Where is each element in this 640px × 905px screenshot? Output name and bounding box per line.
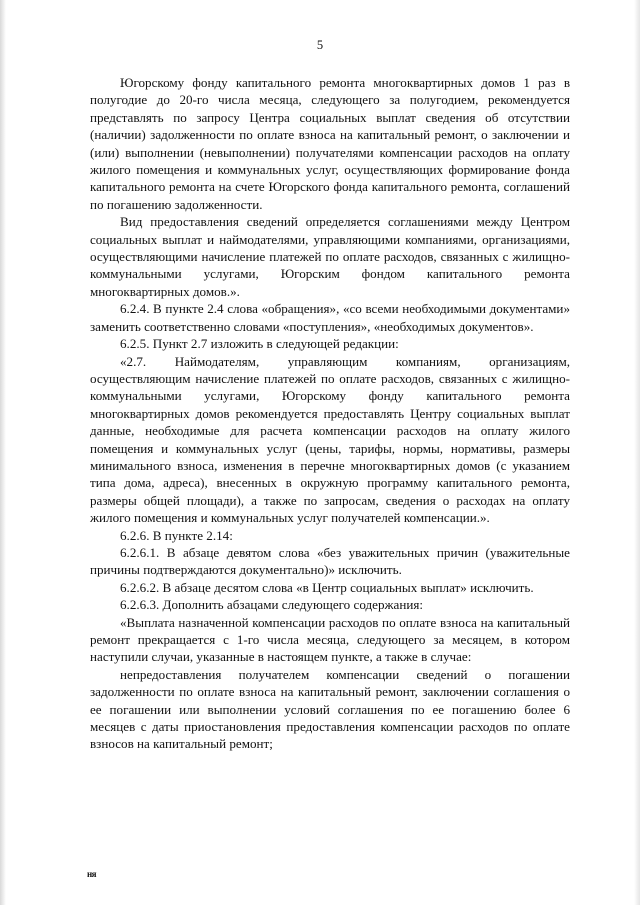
footer-mark: ня	[87, 869, 97, 879]
scan-left-edge	[0, 0, 6, 905]
paragraph-6-2-6: 6.2.6. В пункте 2.14:	[120, 527, 233, 543]
document-body	[90, 74, 570, 753]
paragraph-6-2-5: 6.2.5. Пункт 2.7 изложить в следующей редакции:	[120, 336, 399, 352]
paragraph-agreements: Вид предоставления сведений определяется соглашениями между Центром социальных выплат и наймодателями, управляющими компаниями, организациями, осуществляющими начисление платежей по оплате расходов, связанных с жилищно-коммунальными услугами, Югорским фондом капитального ремонта многоквартирных домов.».	[90, 214, 570, 299]
paragraph-6-2-6-1: 6.2.6.1. В абзаце девятом слова «без уважительных причин (уважительные причины подтверждаются документально)» исключить.	[90, 544, 570, 578]
paragraph-non-submission: непредоставления получателем компенсации сведений о погашении задолженности по оплате взноса на капитальный ремонт, заключении соглашения о ее погашении или выполнении условий соглашения по ее погашению более 6 месяцев с даты приостановления предоставления компенсации расходов по оплате взносов на капитальный ремонт;	[90, 666, 570, 752]
paragraph-fund-reporting: Югорскому фонду капитального ремонта многоквартирных домов 1 раз в полугодие до 20-го числа месяца, следующего за полугодием, рекомендуется представлять по запросу Центра социальных выплат сведения об отсутствии (наличии) задолженности по оплате взноса на капитальный ремонт, о заключении и (или) выполнении (невыполнении) получателями компенсации расходов на оплату жилого помещения и коммунальных услуг, осуществляющих формирование фонда капитального ремонта на счете Югорского фонда капитального ремонта, соглашений по погашению задолженности.	[90, 75, 570, 212]
paragraph-2-7: «2.7. Наймодателям, управляющим компаниям, организациям, осуществляющим начисление платежей по оплате расходов, связанных с жилищно-коммунальными услугами, Югорскому фонду капитального ремонта многоквартирных домов рекомендуется предоставлять Центру социальных выплат данные, необходимые для расчета компенсации расходов на оплату жилого помещения и коммунальных услуг (цены, тарифы, нормы, нормативы, размеры минимального взноса, изменения в перечне многоквартирных домов (с указанием типа дома, адреса), внесенных в окружную программу капитального ремонта, размеры общей площади), а также по запросам, сведения о расходах на оплату жилого помещения и коммунальных услуг получателей компенсации.».	[90, 353, 570, 526]
paragraph-payment-termination: «Выплата назначенной компенсации расходов по оплате взноса на капитальный ремонт прекращается с 1-го числа месяца, следующего за месяцем, в котором наступили случаи, указанные в настоящем пункте, а также в случае:	[90, 614, 570, 665]
paragraph-6-2-6-3: 6.2.6.3. Дополнить абзацами следующего содержания:	[120, 597, 424, 613]
scan-right-edge	[634, 0, 640, 905]
page-number: 5	[316, 38, 324, 52]
paragraph-6-2-4: 6.2.4. В пункте 2.4 слова «обращения», «со всеми необходимыми документами» заменить соответственно словами «поступления», «необходимых документов».	[90, 301, 570, 334]
paragraph-6-2-6-2: 6.2.6.2. В абзаце десятом слова «в Центр социальных выплат» исключить.	[120, 579, 534, 595]
